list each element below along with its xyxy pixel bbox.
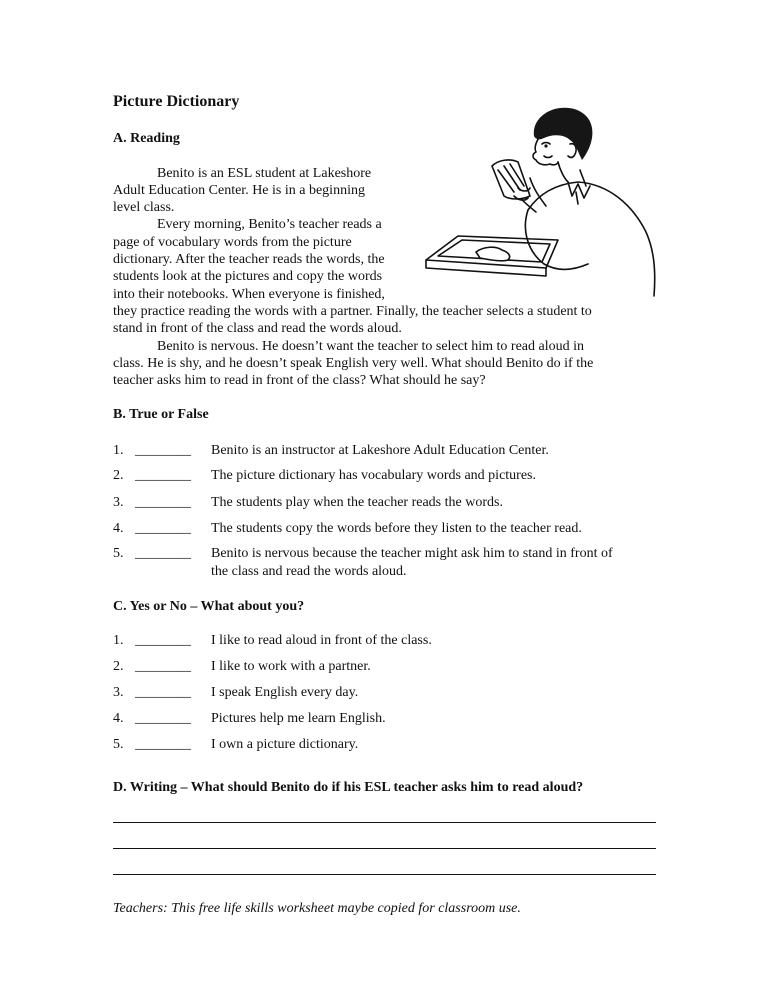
statement-text: I like to work with a partner. [211, 659, 371, 674]
item-number: 1. [113, 633, 124, 648]
item-number: 5. [113, 546, 124, 561]
passage-line: level class. [113, 200, 175, 215]
writing-line[interactable] [113, 822, 656, 823]
passage-line: page of vocabulary words from the picture [113, 235, 352, 250]
passage-line: into their notebooks. When everyone is finished, [113, 287, 385, 302]
answer-blank[interactable]: ________ [135, 468, 191, 483]
answer-blank[interactable]: ________ [135, 737, 191, 752]
section-d-heading: D. Writing – What should Benito do if his ESL teacher asks him to read aloud? [113, 780, 584, 795]
statement-text: The students play when the teacher reads the words. [211, 495, 503, 510]
statement-text: I speak English every day. [211, 685, 359, 700]
item-number: 1. [113, 443, 124, 458]
item-number: 5. [113, 737, 124, 752]
man-reading-illustration [418, 100, 658, 300]
statement-text: I like to read aloud in front of the class. [211, 633, 432, 648]
passage-line: stand in front of the class and read the words aloud. [113, 321, 402, 336]
item-number: 3. [113, 495, 124, 510]
answer-blank[interactable]: ________ [135, 633, 191, 648]
passage-line: students look at the pictures and copy the words [113, 269, 383, 284]
passage-line: teacher asks him to read in front of the class? What should he say? [113, 373, 486, 388]
teacher-note-footer: Teachers: This free life skills worksheet maybe copied for classroom use. [113, 901, 521, 916]
statement-text-continued: the class and read the words aloud. [211, 564, 407, 579]
answer-blank[interactable]: ________ [135, 685, 191, 700]
passage-line: they practice reading the words with a partner. Finally, the teacher selects a student to [113, 304, 592, 319]
answer-blank[interactable]: ________ [135, 659, 191, 674]
answer-blank[interactable]: ________ [135, 521, 191, 536]
answer-blank[interactable]: ________ [135, 495, 191, 510]
statement-text: The picture dictionary has vocabulary words and pictures. [211, 468, 537, 483]
writing-line[interactable] [113, 848, 656, 849]
item-number: 3. [113, 685, 124, 700]
passage-line: class. He is shy, and he doesn’t speak English very well. What should Benito do if the [113, 356, 594, 371]
answer-blank[interactable]: ________ [135, 711, 191, 726]
answer-blank[interactable]: ________ [135, 546, 191, 561]
section-b-heading: B. True or False [113, 407, 209, 422]
item-number: 2. [113, 659, 124, 674]
statement-text: The students copy the words before they listen to the teacher read. [211, 521, 582, 536]
answer-blank[interactable]: ________ [135, 443, 191, 458]
page-title: Picture Dictionary [113, 93, 240, 110]
statement-text: Benito is an instructor at Lakeshore Adult Education Center. [211, 443, 549, 458]
statement-text: Benito is nervous because the teacher might ask him to stand in front of [211, 546, 613, 561]
item-number: 4. [113, 521, 124, 536]
writing-line[interactable] [113, 874, 656, 875]
statement-text: Pictures help me learn English. [211, 711, 386, 726]
statement-text: I own a picture dictionary. [211, 737, 359, 752]
passage-line: Adult Education Center. He is in a beginning [113, 183, 365, 198]
item-number: 4. [113, 711, 124, 726]
passage-line: Benito is an ESL student at Lakeshore [157, 166, 372, 181]
section-a-heading: A. Reading [113, 131, 180, 146]
section-c-heading: C. Yes or No – What about you? [113, 599, 305, 614]
passage-line: Every morning, Benito’s teacher reads a [157, 217, 382, 232]
item-number: 2. [113, 468, 124, 483]
passage-line: dictionary. After the teacher reads the words, the [113, 252, 385, 267]
passage-line: Benito is nervous. He doesn’t want the teacher to select him to read aloud in [157, 339, 585, 354]
